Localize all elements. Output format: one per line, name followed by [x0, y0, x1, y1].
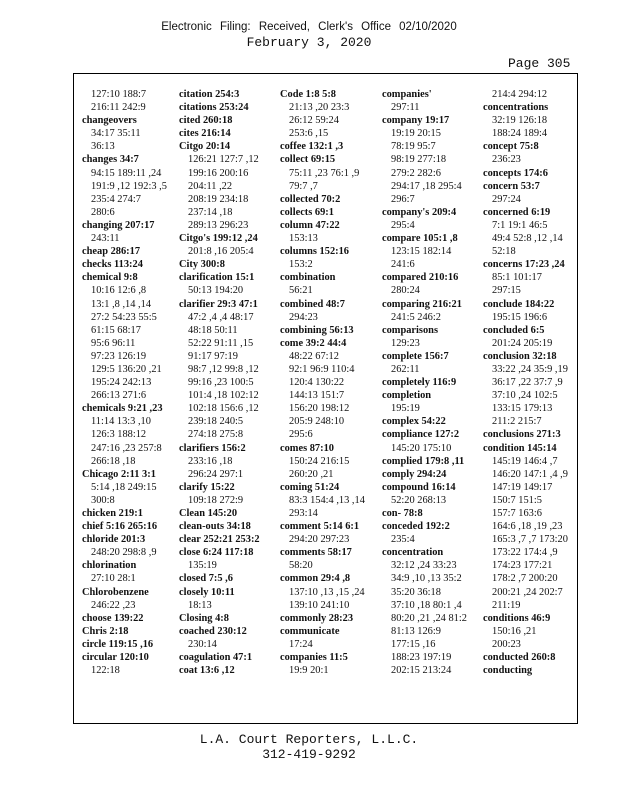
index-term-line: concentration	[382, 547, 444, 559]
index-term-line: Code 1:8 5:8	[280, 89, 336, 100]
index-citation-line: 137:10 ,13 ,15 ,24	[289, 586, 365, 598]
index-citation-line: 75:11 ,23 76:1 ,9	[289, 167, 360, 179]
index-citation-line: 98:19 277:18	[391, 154, 447, 166]
index-citation-line: 237:14 ,18	[188, 206, 233, 218]
index-term-line: collect 69:15	[280, 154, 336, 166]
index-term-line: chemicals 9:21 ,23	[82, 403, 163, 415]
index-page-frame	[73, 73, 578, 724]
index-term-line: compound 16:14	[382, 481, 456, 493]
index-citation-line: 56:21	[289, 285, 313, 297]
index-term-line: coffee 132:1 ,3	[280, 141, 344, 153]
index-term-line: coagulation 47:1	[179, 652, 253, 664]
index-citation-line: 239:18 240:5	[188, 416, 244, 428]
index-citation-line: 145:20 175:10	[391, 442, 452, 454]
index-citation-line: 135:19	[188, 560, 217, 572]
index-term-line: con- 78:8	[382, 508, 423, 519]
index-citation-line: 295:4	[391, 219, 415, 231]
index-citation-line: 174:23 177:21	[492, 560, 553, 572]
index-citation-line: 123:15 182:14	[391, 246, 452, 258]
index-citation-line: 127:10 188:7	[91, 89, 147, 100]
index-citation-line: 19:19 20:15	[391, 128, 441, 140]
index-term-line: clarify 15:22	[179, 481, 235, 493]
index-citation-line: 195:15 196:6	[492, 311, 548, 323]
index-citation-line: 18:13	[188, 599, 212, 611]
index-citation-line: 50:13 194:20	[188, 285, 244, 297]
index-citation-line: 101:4 ,18 102:12	[188, 390, 259, 402]
index-citation-line: 26:12 59:24	[289, 115, 339, 127]
index-citation-line: 83:3 154:4 ,13 ,14	[289, 494, 365, 506]
index-term-line: conclusion 32:18	[483, 350, 557, 362]
transcript-date: February 3, 2020	[246, 35, 372, 50]
filing-stamp: Electronic Filing: Received, Clerk's Office 02/10/2020	[161, 21, 457, 33]
index-citation-line: 211:2 215:7	[492, 416, 542, 428]
index-term-line: clean-outs 34:18	[179, 521, 251, 533]
index-term-line: concerned 6:19	[483, 206, 551, 218]
index-citation-line: 109:18 272:9	[188, 494, 244, 506]
index-term-line: complete 156:7	[382, 350, 449, 362]
index-term-line: closed 7:5 ,6	[179, 573, 233, 585]
index-term-line: circular 120:10	[82, 652, 149, 664]
index-citation-line: 296:7	[391, 193, 415, 205]
index-citation-line: 37:10 ,18 80:1 ,4	[391, 599, 462, 611]
index-citation-line: 48:22 67:12	[289, 350, 339, 362]
index-citation-line: 133:15 179:13	[492, 403, 553, 415]
index-term-line: conducted 260:8	[483, 652, 556, 664]
index-citation-line: 157:7 163:6	[492, 508, 542, 519]
index-citation-line: 266:18 ,18	[91, 455, 136, 467]
index-citation-line: 153:2	[289, 259, 313, 271]
index-citation-line: 144:13 151:7	[289, 390, 345, 402]
index-citation-line: 280:6	[91, 206, 115, 218]
index-term-line: City 300:8	[179, 259, 225, 271]
index-citation-line: 211:19	[492, 599, 521, 611]
index-citation-line: 97:23 126:19	[91, 350, 147, 362]
index-citation-line: 147:19 149:17	[492, 481, 553, 493]
index-citation-line: 7:1 19:1 46:5	[492, 219, 548, 231]
index-term-line: circle 119:15 ,16	[82, 638, 154, 650]
index-citation-line: 139:10 241:10	[289, 599, 350, 611]
index-citation-line: 35:20 36:18	[391, 586, 441, 598]
index-term-line: company 19:17	[382, 115, 450, 127]
index-citation-line: 295:6	[289, 429, 313, 441]
index-term-line: completely 116:9	[382, 377, 457, 389]
index-citation-line: 61:15 68:17	[91, 324, 141, 336]
index-citation-line: 17:24	[289, 638, 313, 650]
index-citation-line: 27:2 54:23 55:5	[91, 311, 157, 323]
index-term-line: cited 260:18	[179, 115, 233, 127]
index-term-line: chief 5:16 265:16	[82, 521, 158, 533]
index-term-line: clear 252:21 253:2	[179, 534, 260, 546]
index-term-line: Chicago 2:11 3:1	[82, 468, 156, 480]
index-term-line: condition 145:14	[483, 442, 557, 454]
index-citation-line: 173:22 174:4 ,9	[492, 547, 558, 559]
index-citation-line: 150:16 ,21	[492, 625, 537, 637]
index-citation-line: 236:23	[492, 154, 521, 166]
index-citation-line: 191:9 ,12 192:3 ,5	[91, 180, 167, 192]
index-term-line: come 39:2 44:4	[280, 337, 347, 349]
index-term-line: complied 179:8 ,11	[382, 455, 465, 467]
index-term-line: clarifier 29:3 47:1	[179, 298, 258, 310]
index-column-4	[382, 88, 476, 677]
index-term-line: company's 209:4	[382, 206, 457, 218]
index-term-line: citation 254:3	[179, 89, 240, 100]
index-citation-line: 297:15	[492, 285, 521, 297]
index-citation-line: 78:19 95:7	[391, 141, 436, 153]
index-column-5	[483, 88, 577, 677]
index-citation-line: 241:5 246:2	[391, 311, 441, 323]
index-citation-line: 19:9 20:1	[289, 665, 329, 677]
index-citation-line: 126:3 188:12	[91, 429, 147, 441]
index-citation-line: 195:24 242:13	[91, 377, 152, 389]
index-citation-line: 216:11 242:9	[91, 102, 146, 114]
index-citation-line: 205:9 248:10	[289, 416, 345, 428]
index-term-line: chicken 219:1	[82, 508, 143, 519]
index-citation-line: 248:20 298:8 ,9	[91, 547, 157, 559]
index-term-line: conditions 46:9	[483, 612, 551, 624]
index-citation-line: 150:24 216:15	[289, 455, 350, 467]
index-term-line: conducting	[483, 665, 533, 677]
index-term-line: combined 48:7	[280, 298, 345, 310]
index-citation-line: 91:17 97:19	[188, 350, 238, 362]
index-citation-line: 5:14 ,18 249:15	[91, 481, 157, 493]
index-citation-line: 126:21 127:7 ,12	[188, 154, 259, 166]
index-term-line: combining 56:13	[280, 324, 354, 336]
index-term-line: cheap 286:17	[82, 246, 141, 258]
index-term-line: column 47:22	[280, 219, 340, 231]
index-term-line: concluded 6:5	[483, 324, 545, 336]
index-term-line: choose 139:22	[82, 612, 144, 624]
index-citation-line: 204:11 ,22	[188, 180, 233, 192]
index-citation-line: 102:18 156:6 ,12	[188, 403, 259, 415]
index-citation-line: 13:1 ,8 ,14 ,14	[91, 298, 152, 310]
index-citation-line: 98:7 ,12 99:8 ,12	[188, 363, 259, 375]
index-term-line: communicate	[280, 625, 340, 637]
index-citation-line: 145:19 146:4 ,7	[492, 455, 558, 467]
index-term-line: chemical 9:8	[82, 272, 138, 284]
index-term-line: compliance 127:2	[382, 429, 460, 441]
index-citation-line: 280:24	[391, 285, 420, 297]
index-term-line: concerns 17:23 ,24	[483, 259, 565, 271]
index-term-line: concentrations	[483, 102, 549, 114]
index-citation-line: 48:18 50:11	[188, 324, 238, 336]
index-citation-line: 202:15 213:24	[391, 665, 452, 677]
index-term-line: conceded 192:2	[382, 521, 450, 533]
index-citation-line: 177:15 ,16	[391, 638, 436, 650]
index-citation-line: 294:23	[289, 311, 318, 323]
index-citation-line: 36:17 ,22 37:7 ,9	[492, 377, 563, 389]
index-term-line: coached 230:12	[179, 625, 247, 637]
index-citation-line: 34:9 ,10 ,13 35:2	[391, 573, 462, 585]
index-citation-line: 36:13	[91, 141, 115, 153]
index-citation-line: 94:15 189:11 ,24	[91, 167, 162, 179]
index-citation-line: 52:20 268:13	[391, 494, 447, 506]
index-term-line: collected 70:2	[280, 193, 341, 205]
index-citation-line: 52:22 91:11 ,15	[188, 337, 254, 349]
index-term-line: Citgo's 199:12 ,24	[179, 233, 258, 245]
index-citation-line: 129:23	[391, 337, 420, 349]
index-citation-line: 297:24	[492, 193, 521, 205]
index-citation-line: 235:4 274:7	[91, 193, 141, 205]
index-citation-line: 95:6 96:11	[91, 337, 136, 349]
index-term-line: conclude 184:22	[483, 298, 555, 310]
index-term-line: commonly 28:23	[280, 612, 354, 624]
index-citation-line: 49:4 52:8 ,12 ,14	[492, 233, 563, 245]
index-citation-line: 32:12 ,24 33:23	[391, 560, 457, 572]
index-citation-line: 214:4 294:12	[492, 89, 548, 100]
index-term-line: Chris 2:18	[82, 625, 129, 637]
index-term-line: complex 54:22	[382, 416, 446, 428]
index-citation-line: 241:6	[391, 259, 415, 271]
index-citation-line: 253:6 ,15	[289, 128, 329, 140]
index-citation-line: 260:20 ,21	[289, 468, 334, 480]
index-citation-line: 188:23 197:19	[391, 652, 452, 664]
index-term-line: conclusions 271:3	[483, 429, 561, 441]
index-citation-line: 156:20 198:12	[289, 403, 350, 415]
index-term-line: coat 13:6 ,12	[179, 665, 235, 677]
index-term-line: comparing 216:21	[382, 298, 462, 310]
index-term-line: combination	[280, 272, 336, 284]
index-citation-line: 32:19 126:18	[492, 115, 548, 127]
index-term-line: chlorination	[82, 560, 137, 572]
index-citation-line: 10:16 12:6 ,8	[91, 285, 147, 297]
index-citation-line: 247:16 ,23 257:8	[91, 442, 162, 454]
index-term-line: comes 87:10	[280, 442, 334, 454]
index-citation-line: 122:18	[91, 665, 120, 677]
index-term-line: compare 105:1 ,8	[382, 233, 458, 245]
index-citation-line: 27:10 28:1	[91, 573, 136, 585]
index-citation-line: 266:13 271:6	[91, 390, 147, 402]
index-citation-line: 294:20 297:23	[289, 534, 350, 546]
index-term-line: comply 294:24	[382, 468, 447, 480]
index-citation-line: 199:16 200:16	[188, 167, 249, 179]
index-citation-line: 297:11	[391, 102, 420, 114]
index-citation-line: 201:8 ,16 205:4	[188, 246, 254, 258]
index-citation-line: 188:24 189:4	[492, 128, 548, 140]
index-citation-line: 79:7 ,7	[289, 180, 318, 192]
index-term-line: comparisons	[382, 324, 438, 336]
index-citation-line: 246:22 ,23	[91, 599, 136, 611]
index-term-line: changing 207:17	[82, 219, 155, 231]
index-citation-line: 243:11	[91, 233, 120, 245]
index-term-line: companies'	[382, 89, 432, 100]
index-citation-line: 289:13 296:23	[188, 219, 249, 231]
index-citation-line: 233:16 ,18	[188, 455, 233, 467]
index-citation-line: 85:1 101:17	[492, 272, 542, 284]
index-citation-line: 300:8	[91, 494, 115, 506]
index-citation-line: 80:20 ,21 ,24 81:2	[391, 612, 467, 624]
index-term-line: concern 53:7	[483, 180, 540, 192]
index-citation-line: 201:24 205:19	[492, 337, 553, 349]
index-term-line: completion	[382, 390, 432, 402]
index-citation-line: 81:13 126:9	[391, 625, 441, 637]
page-number: Page 305	[508, 56, 571, 71]
index-term-line: Clean 145:20	[179, 508, 238, 519]
index-term-line: comment 5:14 6:1	[280, 521, 360, 533]
index-citation-line: 293:14	[289, 508, 318, 519]
index-term-line: common 29:4 ,8	[280, 573, 351, 585]
index-term-line: checks 113:24	[82, 259, 143, 271]
index-term-line: Chlorobenzene	[82, 586, 149, 598]
index-citation-line: 129:5 136:20 ,21	[91, 363, 162, 375]
index-citation-line: 52:18	[492, 246, 516, 258]
index-column-3	[280, 88, 374, 677]
index-citation-line: 47:2 ,4 ,4 48:17	[188, 311, 254, 323]
index-column-2	[179, 88, 273, 677]
index-citation-line: 33:22 ,24 35:9 ,19	[492, 363, 568, 375]
index-term-line: clarification 15:1	[179, 272, 255, 284]
index-term-line: closely 10:11	[179, 586, 235, 598]
index-term-line: Citgo 20:14	[179, 141, 231, 153]
index-term-line: changes 34:7	[82, 154, 139, 166]
index-citation-line: 200:21 ,24 202:7	[492, 586, 563, 598]
index-term-line: collects 69:1	[280, 206, 334, 218]
index-citation-line: 21:13 ,20 23:3	[289, 102, 350, 114]
index-citation-line: 153:13	[289, 233, 318, 245]
index-term-line: changeovers	[82, 115, 137, 127]
index-citation-line: 208:19 234:18	[188, 193, 249, 205]
reporter-company: L.A. Court Reporters, L.L.C.	[199, 732, 419, 747]
index-citation-line: 92:1 96:9 110:4	[289, 363, 355, 375]
reporter-phone: 312-419-9292	[262, 747, 356, 762]
index-term-line: chloride 201:3	[82, 534, 146, 546]
index-citation-line: 230:14	[188, 638, 217, 650]
index-citation-line: 274:18 275:8	[188, 429, 244, 441]
index-term-line: columns 152:16	[280, 246, 349, 258]
index-term-line: compared 210:16	[382, 272, 459, 284]
index-term-line: companies 11:5	[280, 652, 348, 664]
index-citation-line: 165:3 ,7 ,7 173:20	[492, 534, 568, 546]
index-term-line: concepts 174:6	[483, 167, 548, 179]
index-term-line: clarifiers 156:2	[179, 442, 246, 454]
index-term-line: close 6:24 117:18	[179, 547, 254, 559]
index-citation-line: 294:17 ,18 295:4	[391, 180, 462, 192]
index-citation-line: 195:19	[391, 403, 420, 415]
index-citation-line: 279:2 282:6	[391, 167, 441, 179]
index-term-line: coming 51:24	[280, 481, 340, 493]
index-citation-line: 200:23	[492, 638, 521, 650]
index-term-line: citations 253:24	[179, 102, 249, 114]
index-citation-line: 58:20	[289, 560, 313, 572]
index-column-1	[82, 88, 176, 677]
index-citation-line: 11:14 13:3 ,10	[91, 416, 151, 428]
index-citation-line: 120:4 130:22	[289, 377, 345, 389]
index-term-line: cites 216:14	[179, 128, 231, 140]
index-term-line: Closing 4:8	[179, 612, 229, 624]
index-term-line: concept 75:8	[483, 141, 539, 153]
index-citation-line: 262:11	[391, 363, 420, 375]
index-term-line: comments 58:17	[280, 547, 352, 559]
index-citation-line: 37:10 ,24 102:5	[492, 390, 558, 402]
index-citation-line: 150:7 151:5	[492, 494, 542, 506]
index-citation-line: 164:6 ,18 ,19 ,23	[492, 521, 563, 533]
index-citation-line: 34:17 35:11	[91, 128, 141, 140]
index-citation-line: 235:4	[391, 534, 415, 546]
index-citation-line: 296:24 297:1	[188, 468, 244, 480]
index-citation-line: 99:16 ,23 100:5	[188, 377, 254, 389]
index-citation-line: 146:20 147:1 ,4 ,9	[492, 468, 568, 480]
index-citation-line: 178:2 ,7 200:20	[492, 573, 558, 585]
